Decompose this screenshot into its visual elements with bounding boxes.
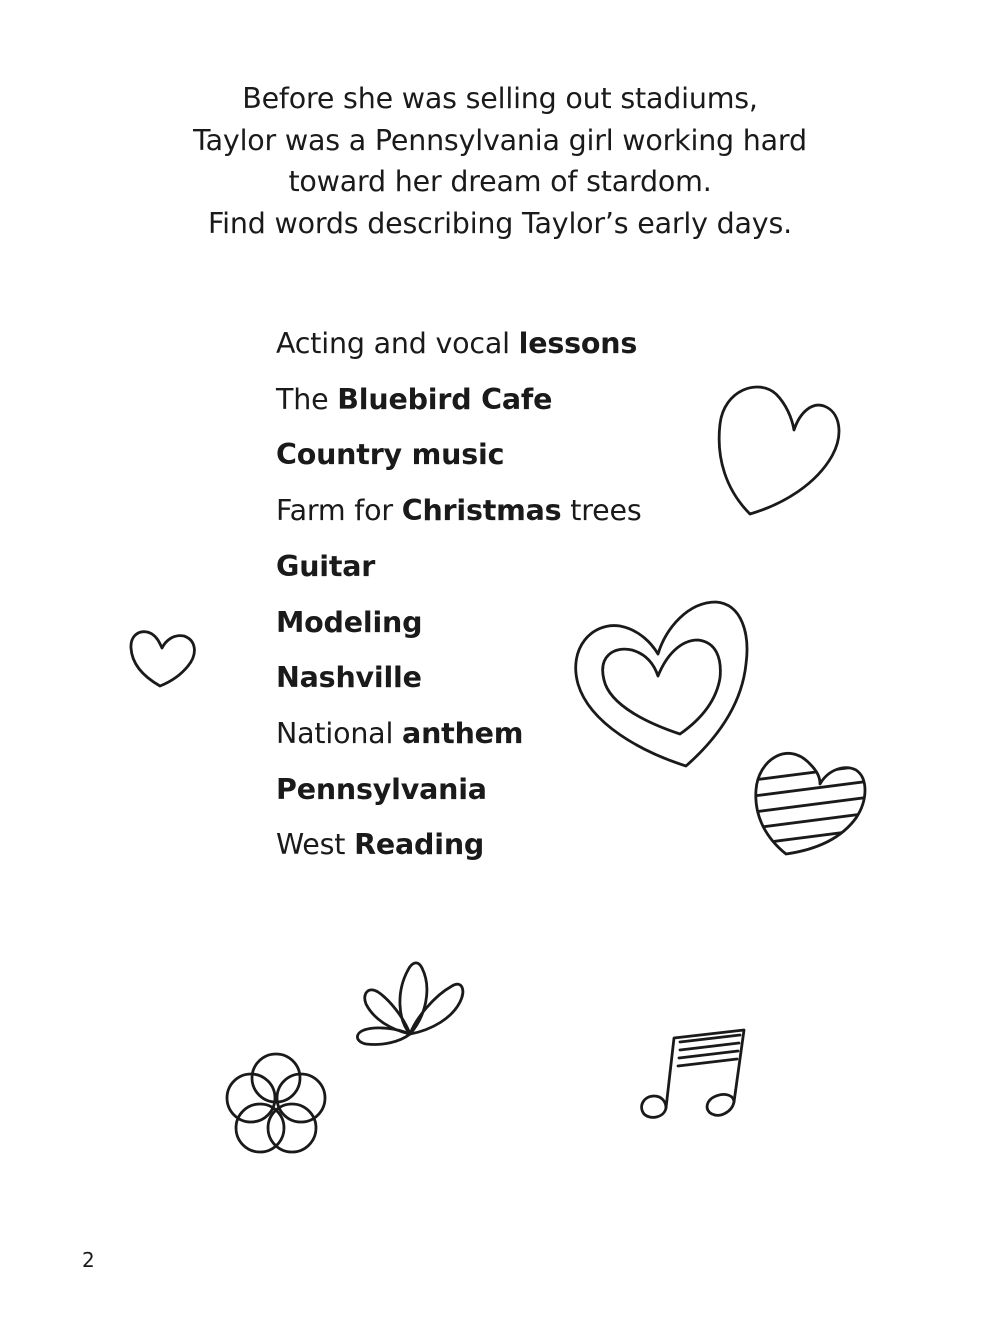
keyword: Christmas bbox=[401, 494, 562, 528]
keyword: anthem bbox=[402, 716, 524, 750]
word-list-item: Farm for Christmas trees bbox=[276, 494, 642, 528]
word-list-item bbox=[276, 427, 642, 483]
intro-line: Taylor was a Pennsylvania girl working hard bbox=[193, 123, 807, 157]
keyword: Pennsylvania bbox=[276, 772, 487, 806]
word-list-item: The Bluebird Cafe bbox=[276, 382, 553, 416]
keyword: Bluebird Cafe bbox=[337, 382, 553, 416]
keyword: lessons bbox=[518, 327, 638, 360]
keyword: Reading bbox=[354, 828, 485, 862]
music-note-icon bbox=[636, 1020, 752, 1124]
keyword: Country music bbox=[276, 438, 505, 472]
heart-double-outline-icon bbox=[570, 594, 750, 774]
word-list-item: West Reading bbox=[276, 828, 485, 862]
flower-petals-icon bbox=[352, 958, 468, 1048]
flower-rings-icon bbox=[222, 1048, 330, 1158]
heart-striped-icon bbox=[748, 742, 870, 860]
page-number: 2 bbox=[82, 1248, 95, 1272]
intro-text bbox=[0, 78, 1000, 244]
keyword: Guitar bbox=[276, 549, 376, 583]
intro-line: toward her dream of stardom. bbox=[288, 165, 712, 198]
heart-small-icon bbox=[128, 626, 198, 690]
heart-outline-icon bbox=[712, 372, 847, 522]
intro-line: Before she was selling out stadiums, bbox=[242, 82, 758, 115]
intro-line: Find words describing Taylor’s early days. bbox=[208, 206, 792, 240]
word-list-item bbox=[276, 539, 642, 595]
keyword: Modeling bbox=[276, 605, 423, 639]
keyword: Nashville bbox=[276, 661, 422, 695]
word-list-item: National anthem bbox=[276, 716, 524, 750]
word-list-item: Acting and vocal lessons bbox=[276, 327, 638, 360]
